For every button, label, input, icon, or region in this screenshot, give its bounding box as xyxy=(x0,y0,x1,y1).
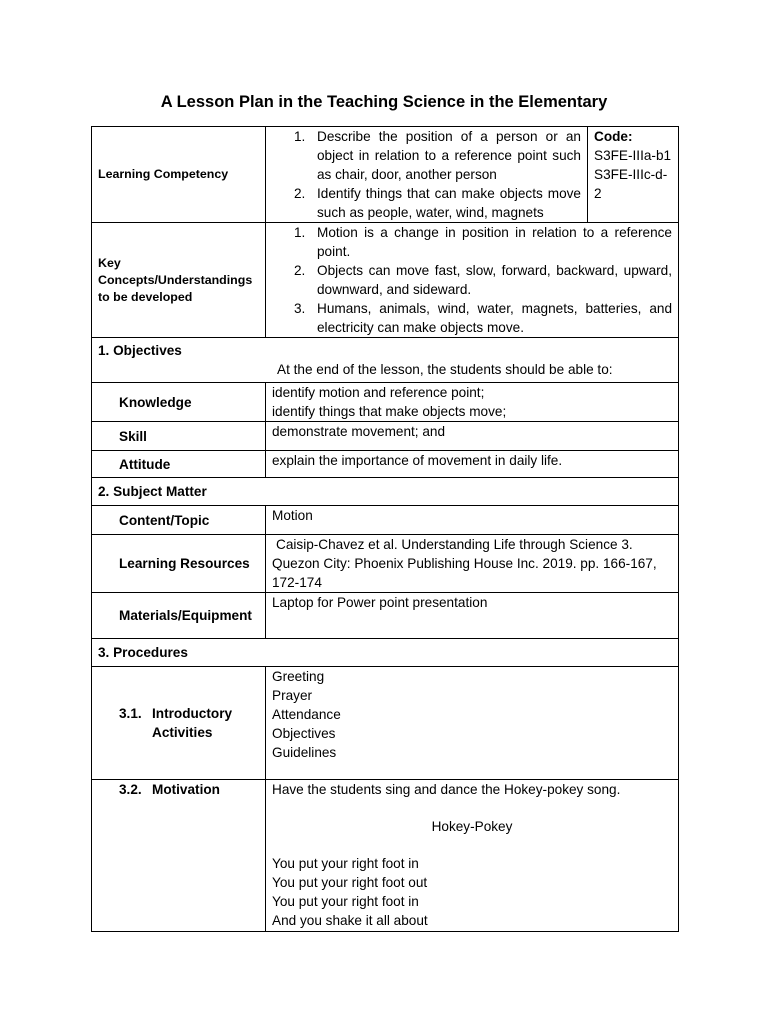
key-concepts-list-cell xyxy=(266,223,679,338)
introductory-activities-list xyxy=(266,667,679,780)
song-line: You put your right foot out xyxy=(272,875,428,890)
key-concepts-list xyxy=(266,223,678,337)
list-item: 2. Objects can move fast, slow, forward, backward, upward, downward, and sideward. xyxy=(294,263,672,297)
learning-competency-list xyxy=(266,127,587,222)
page-title: A Lesson Plan in the Teaching Science in the Elementary xyxy=(160,93,608,111)
code-label: Code: xyxy=(594,129,633,144)
introductory-activities-label: 3.1. Introductory Activities xyxy=(92,667,266,780)
list-item: Guidelines xyxy=(272,745,337,760)
row-introductory-activities xyxy=(92,667,679,780)
list-item: Objectives xyxy=(272,726,336,741)
skill-label: Skill xyxy=(92,422,266,451)
objectives-heading: 1. Objectives xyxy=(98,343,182,358)
learning-resources-label: Learning Resources xyxy=(92,535,266,593)
row-knowledge xyxy=(92,383,679,422)
list-item: 1. Describe the position of a person or an object in relation to a reference point such as chair, door, another person xyxy=(294,129,581,182)
content-topic-label: Content/Topic xyxy=(92,506,266,535)
skill-text: demonstrate movement; and xyxy=(266,422,679,451)
row-key-concepts xyxy=(92,223,679,338)
objectives-intro: At the end of the lesson, the students should be able to: xyxy=(277,362,613,377)
objectives-section xyxy=(92,338,679,383)
row-motivation xyxy=(92,780,679,932)
learning-competency-label: Learning Competency xyxy=(92,127,266,223)
motivation-instruction: Have the students sing and dance the Hokey-pokey song. xyxy=(272,782,621,797)
attitude-label: Attitude xyxy=(92,451,266,478)
attitude-text: explain the importance of movement in daily life. xyxy=(266,451,679,478)
materials-label: Materials/Equipment xyxy=(92,593,266,639)
row-learning-competency xyxy=(92,127,679,223)
subject-matter-heading: 2. Subject Matter xyxy=(92,478,679,506)
list-item: 2. Identify things that can make objects move such as people, water, wind, magnets xyxy=(294,186,581,220)
code-value: S3FE-IIIa-b1 xyxy=(594,148,672,163)
song-title: Hokey-Pokey xyxy=(431,819,513,834)
knowledge-text: identify motion and reference point; identify things that make objects move; xyxy=(266,383,679,422)
lesson-plan-table xyxy=(91,126,679,932)
row-subject-matter-heading xyxy=(92,478,679,506)
song-line: And you shake it all about xyxy=(272,913,428,928)
row-content-topic xyxy=(92,506,679,535)
materials-text: Laptop for Power point presentation xyxy=(266,593,679,639)
list-item: Prayer xyxy=(272,688,313,703)
learning-resources-text: Caisip-Chavez et al. Understanding Life through Science 3. Quezon City: Phoenix Publishing House Inc. 2019. pp. 166-167, 172-174 xyxy=(266,535,679,593)
row-objectives-heading xyxy=(92,338,679,383)
code-value: S3FE-IIIc-d-2 xyxy=(594,167,668,201)
procedures-heading: 3. Procedures xyxy=(92,639,679,667)
code-cell xyxy=(588,127,679,223)
knowledge-label: Knowledge xyxy=(92,383,266,422)
list-item: 1. Motion is a change in position in relation to a reference point. xyxy=(294,225,672,259)
key-concepts-label: Key Concepts/Understandings to be developed xyxy=(92,223,266,338)
row-skill xyxy=(92,422,679,451)
list-item: Greeting xyxy=(272,669,325,684)
list-item: 3. Humans, animals, wind, water, magnets, batteries, and electricity can make objects move. xyxy=(294,301,672,335)
song-line: You put your right foot in xyxy=(272,856,419,871)
row-attitude xyxy=(92,451,679,478)
row-procedures-heading xyxy=(92,639,679,667)
motivation-label: 3.2. Motivation xyxy=(92,780,266,932)
motivation-text xyxy=(266,780,679,932)
row-materials xyxy=(92,593,679,639)
learning-competency-list-cell xyxy=(266,127,588,223)
row-learning-resources xyxy=(92,535,679,593)
list-item: Attendance xyxy=(272,707,341,722)
song-line: You put your right foot in xyxy=(272,894,419,909)
content-topic-text: Motion xyxy=(266,506,679,535)
